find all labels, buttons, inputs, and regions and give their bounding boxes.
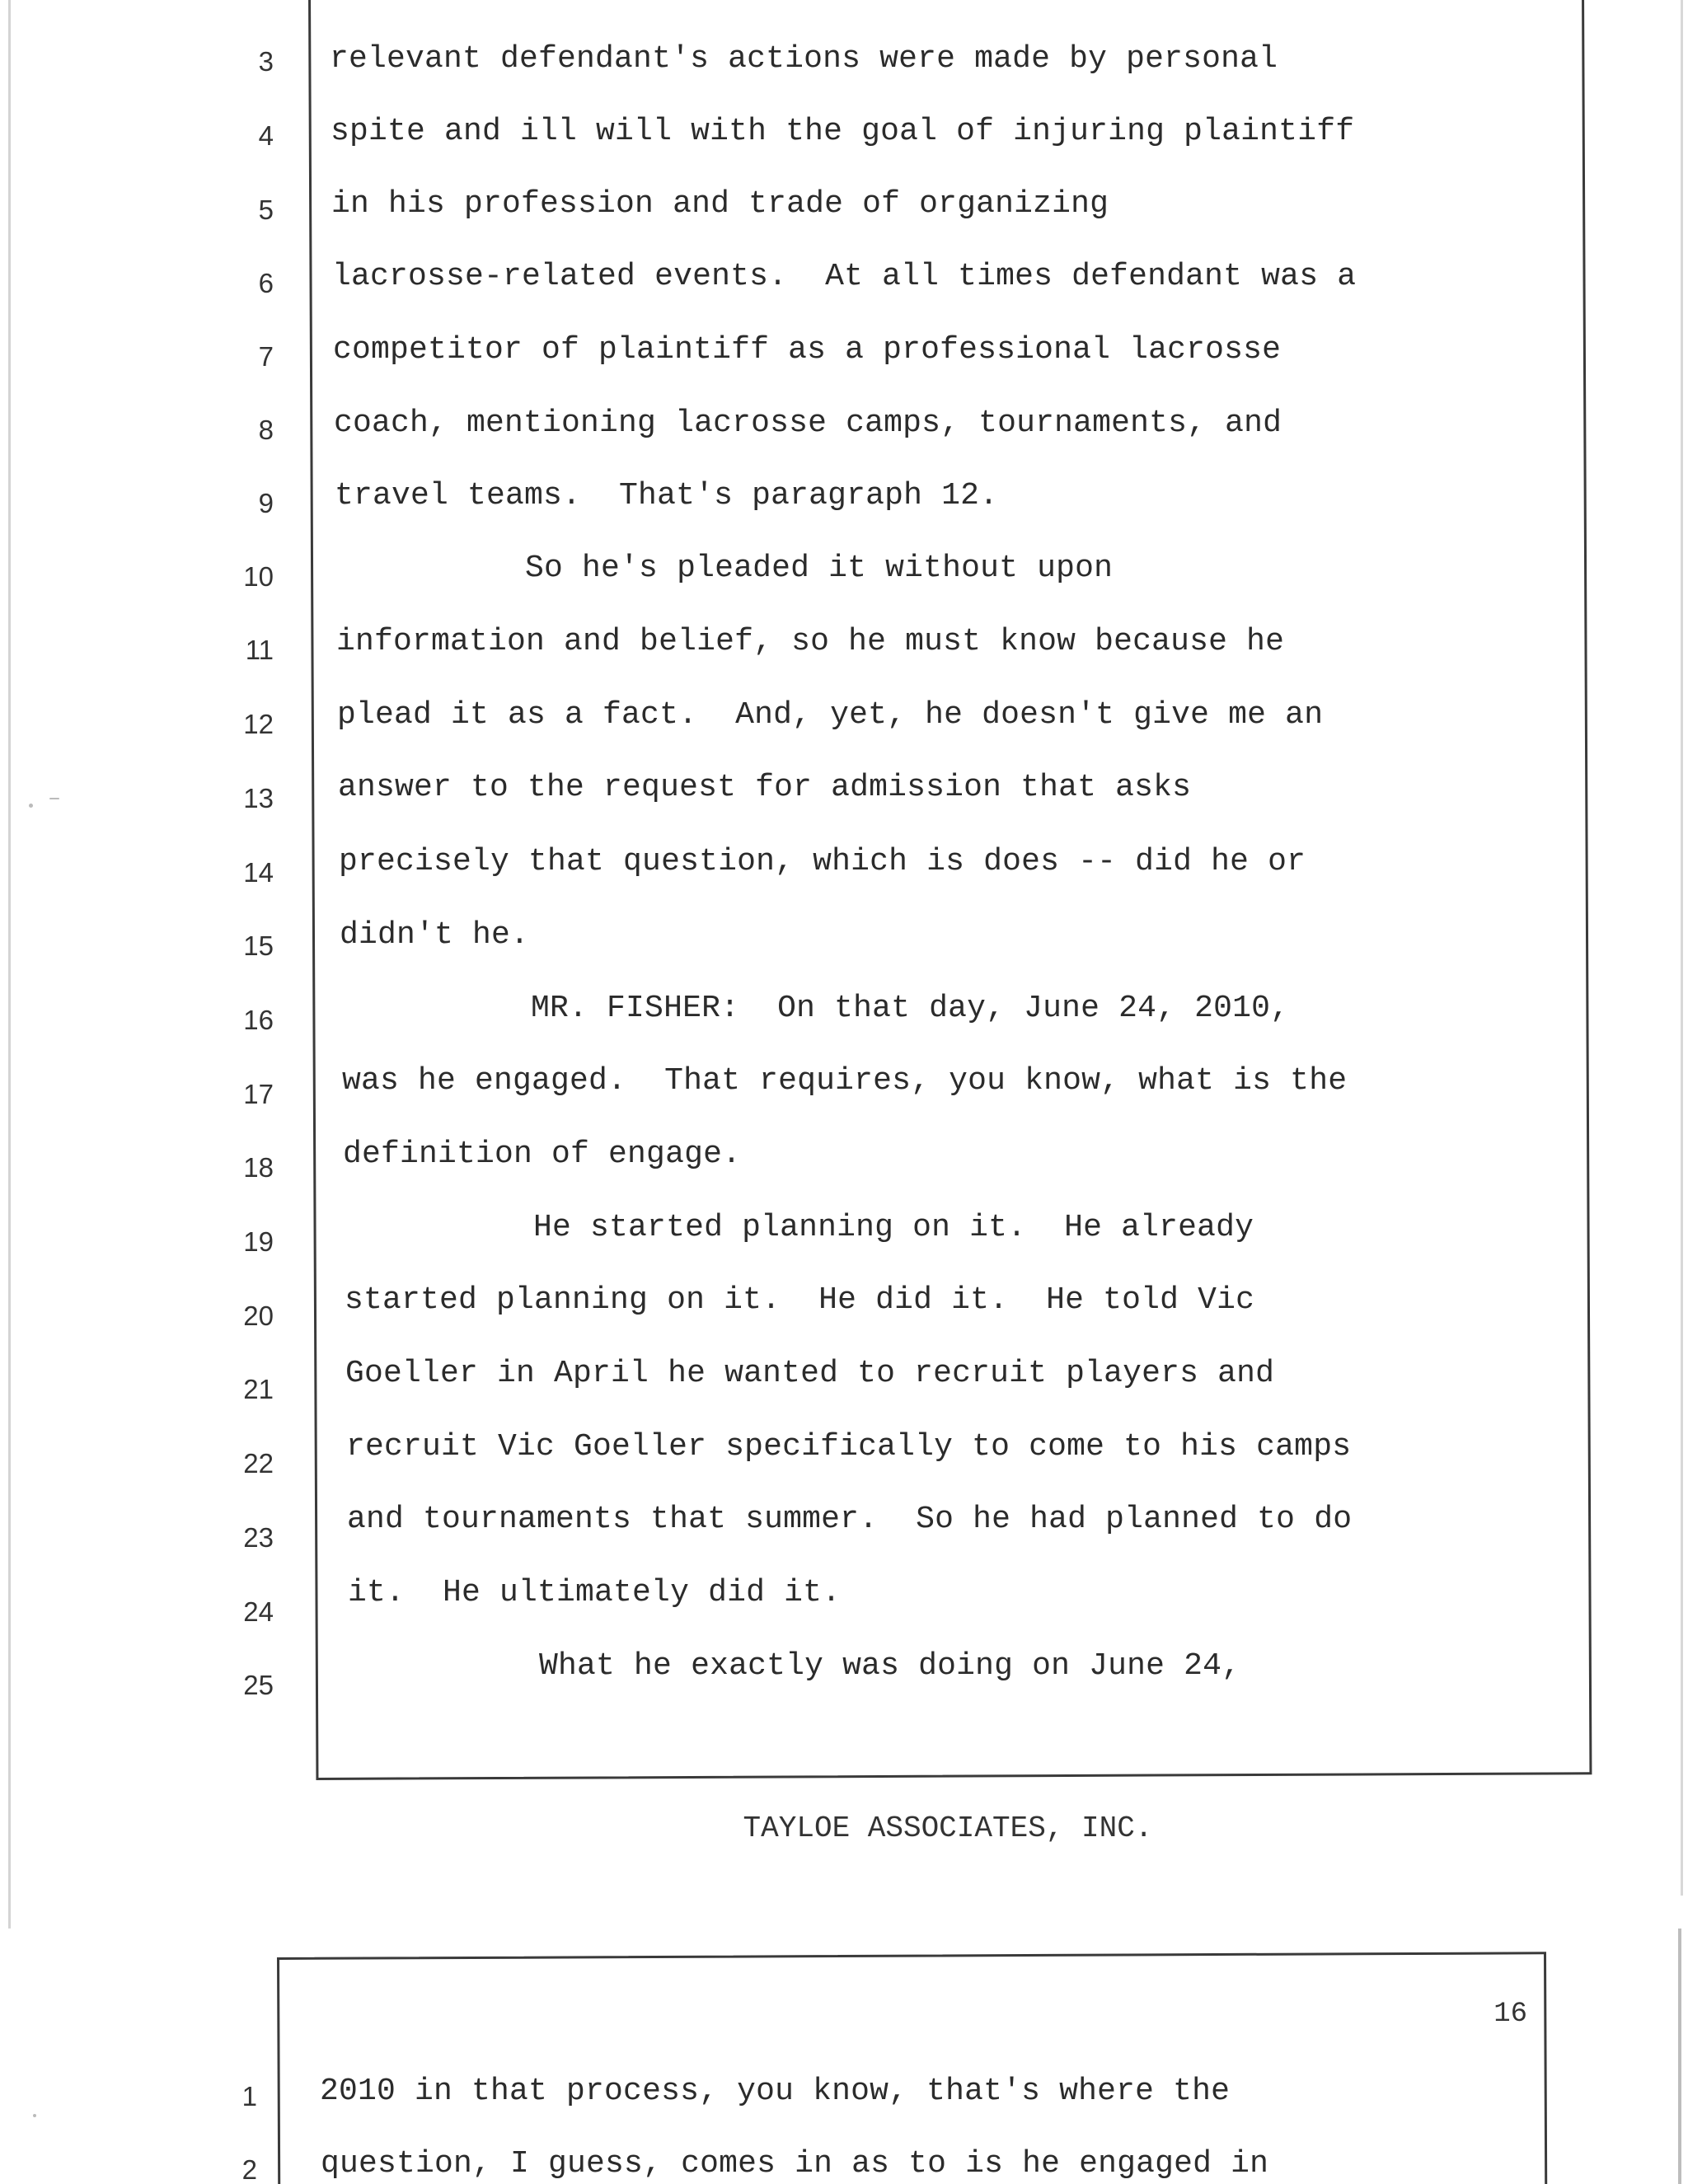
transcript-line: So he's pleaded it without upon (335, 551, 1114, 586)
line-number: 14 (243, 857, 274, 888)
transcript-line: Goeller in April he wanted to recruit players and (345, 1356, 1275, 1391)
transcript-line: was he engaged. That requires, you know, what is the (342, 1063, 1348, 1099)
scan-speck (49, 798, 59, 799)
transcript-line: travel teams. That's paragraph 12. (335, 478, 999, 513)
scan-page-edge-left (8, 0, 11, 1929)
line-number: 11 (245, 635, 274, 665)
reporter-footer: TAYLOE ASSOCIATES, INC. (743, 1811, 1153, 1845)
transcript-line: and tournaments that summer. So he had planned to do (347, 1502, 1353, 1537)
line-number: 6 (258, 268, 274, 298)
line-number: 7 (258, 341, 274, 372)
scan-speck (29, 804, 33, 808)
line-number: 10 (243, 561, 274, 592)
line-number: 12 (243, 709, 274, 739)
line-number: 25 (243, 1670, 274, 1700)
transcript-line: started planning on it. He did it. He told Vic (345, 1282, 1255, 1318)
transcript-line: spite and ill will with the goal of injuring plaintiff (331, 114, 1355, 149)
line-number: 17 (243, 1079, 274, 1109)
transcript-line: in his profession and trade of organizing (331, 186, 1109, 222)
scan-speck (33, 2114, 36, 2117)
line-number: 22 (243, 1448, 274, 1479)
line-number: 8 (258, 415, 274, 445)
scan-page-edge-right (1681, 0, 1683, 1896)
transcript-line: What he exactly was doing on June 24, (349, 1648, 1241, 1684)
line-number: 16 (243, 1005, 274, 1035)
transcript-line: He started planning on it. He already (344, 1210, 1254, 1245)
transcript-line: competitor of plaintiff as a professional lacrosse (333, 332, 1282, 368)
line-number: 5 (258, 194, 274, 225)
line-number: 24 (243, 1596, 274, 1627)
transcript-line: coach, mentioning lacrosse camps, tournaments, and (334, 405, 1282, 441)
transcript-line: plead it as a fact. And, yet, he doesn't give me an (337, 697, 1324, 733)
line-number: 13 (243, 783, 274, 813)
line-number: 18 (243, 1152, 274, 1183)
transcript-line: definition of engage. (343, 1137, 742, 1172)
line-number: 2 (241, 2154, 257, 2184)
line-number: 9 (258, 488, 274, 518)
transcript-line: recruit Vic Goeller specifically to come to his camps (346, 1429, 1352, 1465)
scan-page-edge-right-lower (1678, 1929, 1681, 2184)
transcript-line: 2010 in that process, you know, that's where the (320, 2074, 1231, 2109)
line-number: 19 (243, 1226, 274, 1257)
line-number: 1 (241, 2081, 257, 2111)
transcript-line: MR. FISHER: On that day, June 24, 2010, (341, 991, 1290, 1026)
line-number: 3 (258, 46, 274, 77)
line-number: 20 (243, 1301, 274, 1331)
line-number: 23 (243, 1522, 274, 1553)
line-number: 15 (243, 930, 274, 961)
transcript-line: relevant defendant's actions were made by personal (330, 41, 1278, 77)
transcript-line: information and belief, so he must know because he (336, 624, 1285, 659)
transcript-line: precisely that question, which is does -- did he or (339, 844, 1306, 879)
transcript-line: it. He ultimately did it. (348, 1575, 842, 1610)
line-number: 4 (258, 120, 274, 151)
transcript-line: answer to the request for admission that asks (338, 770, 1192, 805)
transcript-line: didn't he. (340, 917, 530, 953)
line-number: 21 (243, 1374, 274, 1404)
transcript-line: question, I guess, comes in as to is he engaged in (321, 2146, 1269, 2182)
transcript-line: lacrosse-related events. At all times defendant was a (332, 259, 1357, 294)
page-number: 16 (1493, 1999, 1527, 2030)
